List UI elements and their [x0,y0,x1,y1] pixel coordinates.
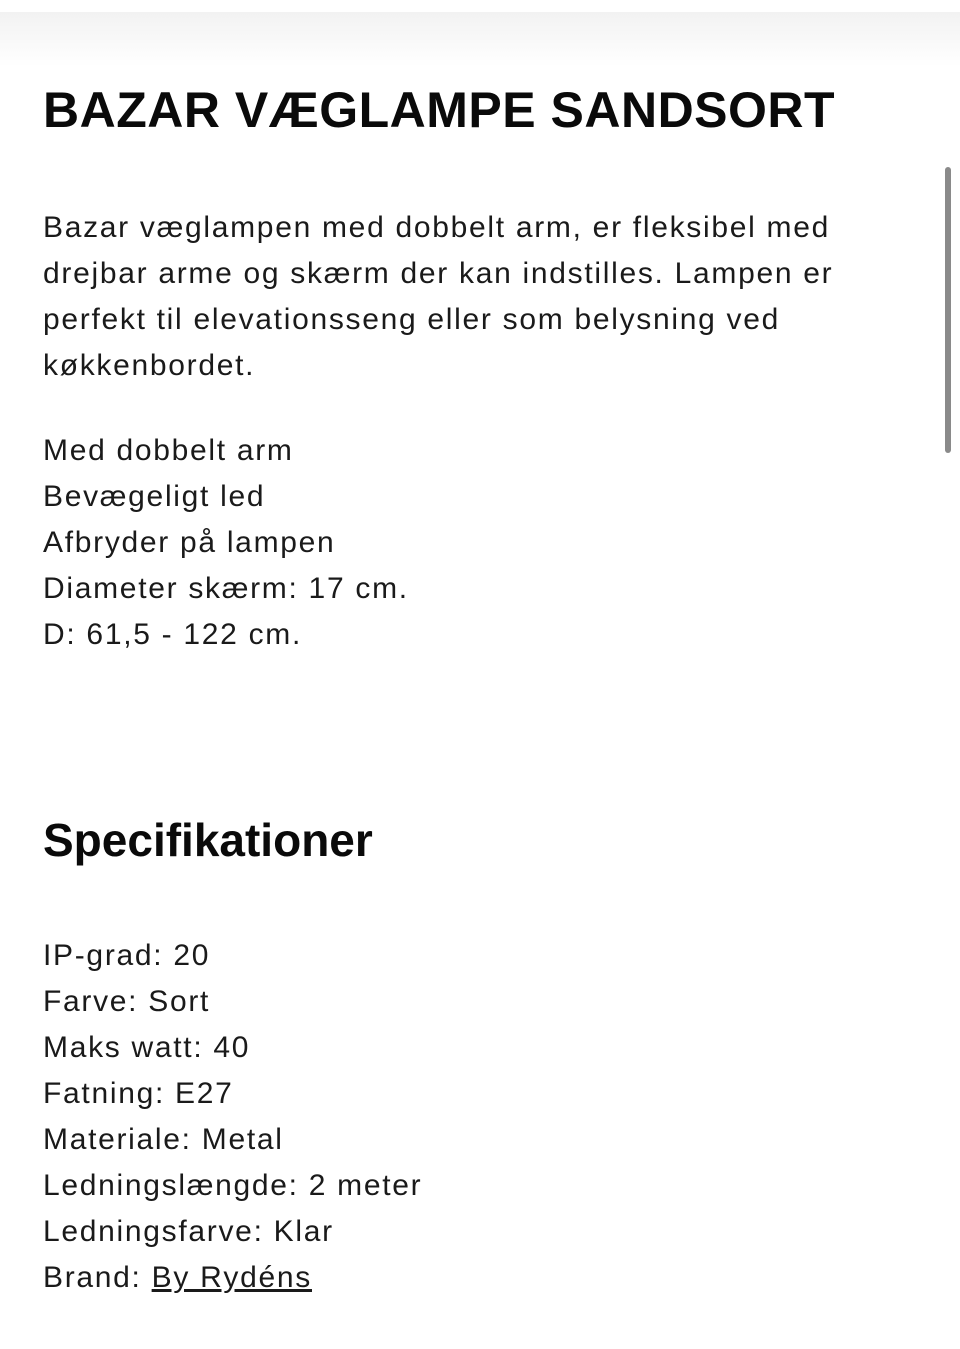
spec-list [43,933,422,1301]
feature-item: D: 61,5 - 122 cm. [43,618,302,651]
spec-item: Ledningslængde: 2 meter [43,1169,423,1202]
product-title: BAZAR VÆGLAMPE SANDSORT [43,82,836,138]
brand-link[interactable]: By Rydéns [151,1261,312,1294]
description-line: Bazar væglampen med dobbelt arm, er fleksibel med [43,211,830,244]
spec-item-brand [43,1255,422,1301]
header-shadow [0,12,960,67]
spec-item: IP-grad: 20 [43,939,211,972]
description-line: perfekt til elevationsseng eller som belysning ved [43,303,781,336]
spec-item: Maks watt: 40 [43,1031,251,1064]
product-description [43,205,833,389]
feature-item: Diameter skærm: 17 cm. [43,572,409,605]
specs-heading: Specifikationer [43,814,373,866]
spec-item: Materiale: Metal [43,1123,284,1156]
feature-item: Med dobbelt arm [43,434,294,467]
brand-label: Brand: [43,1261,152,1294]
scrollbar[interactable] [945,167,951,453]
description-line: køkkenbordet. [43,349,256,382]
spec-item: Farve: Sort [43,985,211,1018]
spec-item: Fatning: E27 [43,1077,234,1110]
feature-item: Bevægeligt led [43,480,266,513]
description-line: drejbar arme og skærm der kan indstilles. Lampen er [43,257,834,290]
feature-item: Afbryder på lampen [43,526,336,559]
feature-list [43,428,409,658]
spec-item: Ledningsfarve: Klar [43,1215,334,1248]
